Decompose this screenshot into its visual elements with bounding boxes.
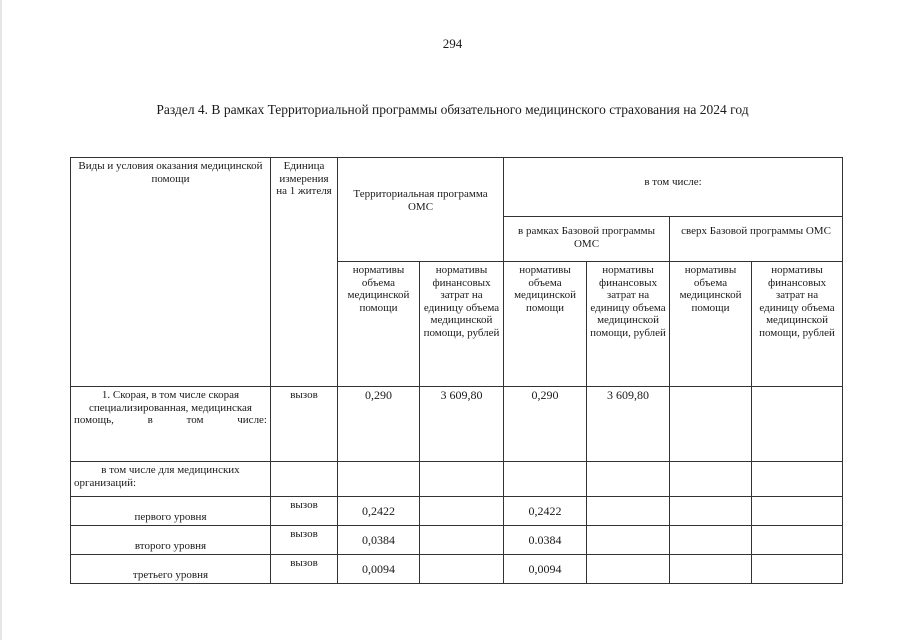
header-terr-norm-financial: нормативы финансовых затрат на единицу объема медицинской помощи, рублей	[420, 262, 504, 387]
row-label: в том числе для медицинских организаций:	[71, 462, 271, 497]
row-above-cost	[752, 526, 843, 555]
row-terr-cost	[420, 497, 504, 526]
row-above-volume	[670, 462, 752, 497]
row-unit: вызов	[271, 387, 338, 462]
row-above-cost	[752, 555, 843, 584]
page-number: 294	[442, 36, 463, 51]
row-base-volume: 0,0094	[504, 555, 587, 584]
row-unit: вызов	[271, 497, 338, 526]
row-terr-cost: 3 609,80	[420, 387, 504, 462]
header-types-and-conditions: Виды и условия оказания медицинской помощи	[71, 158, 271, 387]
row-base-volume	[504, 462, 587, 497]
row-unit: вызов	[271, 526, 338, 555]
row-terr-volume	[338, 462, 420, 497]
row-base-cost	[587, 555, 670, 584]
header-base-norm-financial: нормативы финансовых затрат на единицу объема медицинской помощи, рублей	[587, 262, 670, 387]
row-label: второго уровня	[71, 526, 271, 555]
row-unit	[271, 462, 338, 497]
row-label: третьего уровня	[71, 555, 271, 584]
row-above-volume	[670, 555, 752, 584]
header-including: в том числе:	[504, 158, 843, 217]
header-above-base-program: сверх Базовой программы ОМС	[670, 217, 843, 262]
table-row	[71, 387, 843, 462]
section-title: Раздел 4. В рамках Территориальной программы обязательного медицинского страхования на 2024 год	[156, 102, 749, 117]
row-base-volume: 0,290	[504, 387, 587, 462]
row-terr-volume: 0,0384	[338, 526, 420, 555]
row-base-cost	[587, 526, 670, 555]
header-within-base-program: в рамках Базовой программы ОМС	[504, 217, 670, 262]
row-unit: вызов	[271, 555, 338, 584]
header-unit: Единица измерения на 1 жителя	[271, 158, 338, 387]
row-base-volume: 0,2422	[504, 497, 587, 526]
table-row	[71, 555, 843, 584]
row-terr-cost	[420, 555, 504, 584]
row-terr-volume: 0,290	[338, 387, 420, 462]
row-above-volume	[670, 387, 752, 462]
row-base-cost: 3 609,80	[587, 387, 670, 462]
omc-normatives-table	[70, 157, 843, 584]
row-terr-cost	[420, 462, 504, 497]
row-above-cost	[752, 497, 843, 526]
table-row	[71, 526, 843, 555]
header-base-norm-volume: нормативы объема медицинской помощи	[504, 262, 587, 387]
row-terr-cost	[420, 526, 504, 555]
row-base-volume: 0.0384	[504, 526, 587, 555]
row-above-volume	[670, 497, 752, 526]
page-edge	[0, 0, 2, 640]
row-base-cost	[587, 462, 670, 497]
row-terr-volume: 0,2422	[338, 497, 420, 526]
header-terr-norm-volume: нормативы объема медицинской помощи	[338, 262, 420, 387]
table-row	[71, 497, 843, 526]
row-above-cost	[752, 387, 843, 462]
header-above-norm-financial: нормативы финансовых затрат на единицу объема медицинской помощи, рублей	[752, 262, 843, 387]
table-row	[71, 462, 843, 497]
row-label: 1. Скорая, в том числе скорая специализированная, медицинская помощь, в том числе:	[71, 387, 271, 462]
row-base-cost	[587, 497, 670, 526]
row-terr-volume: 0,0094	[338, 555, 420, 584]
header-territorial-program: Территориальная программа ОМС	[338, 158, 504, 262]
row-label: первого уровня	[71, 497, 271, 526]
row-above-volume	[670, 526, 752, 555]
row-above-cost	[752, 462, 843, 497]
header-above-norm-volume: нормативы объема медицинской помощи	[670, 262, 752, 387]
